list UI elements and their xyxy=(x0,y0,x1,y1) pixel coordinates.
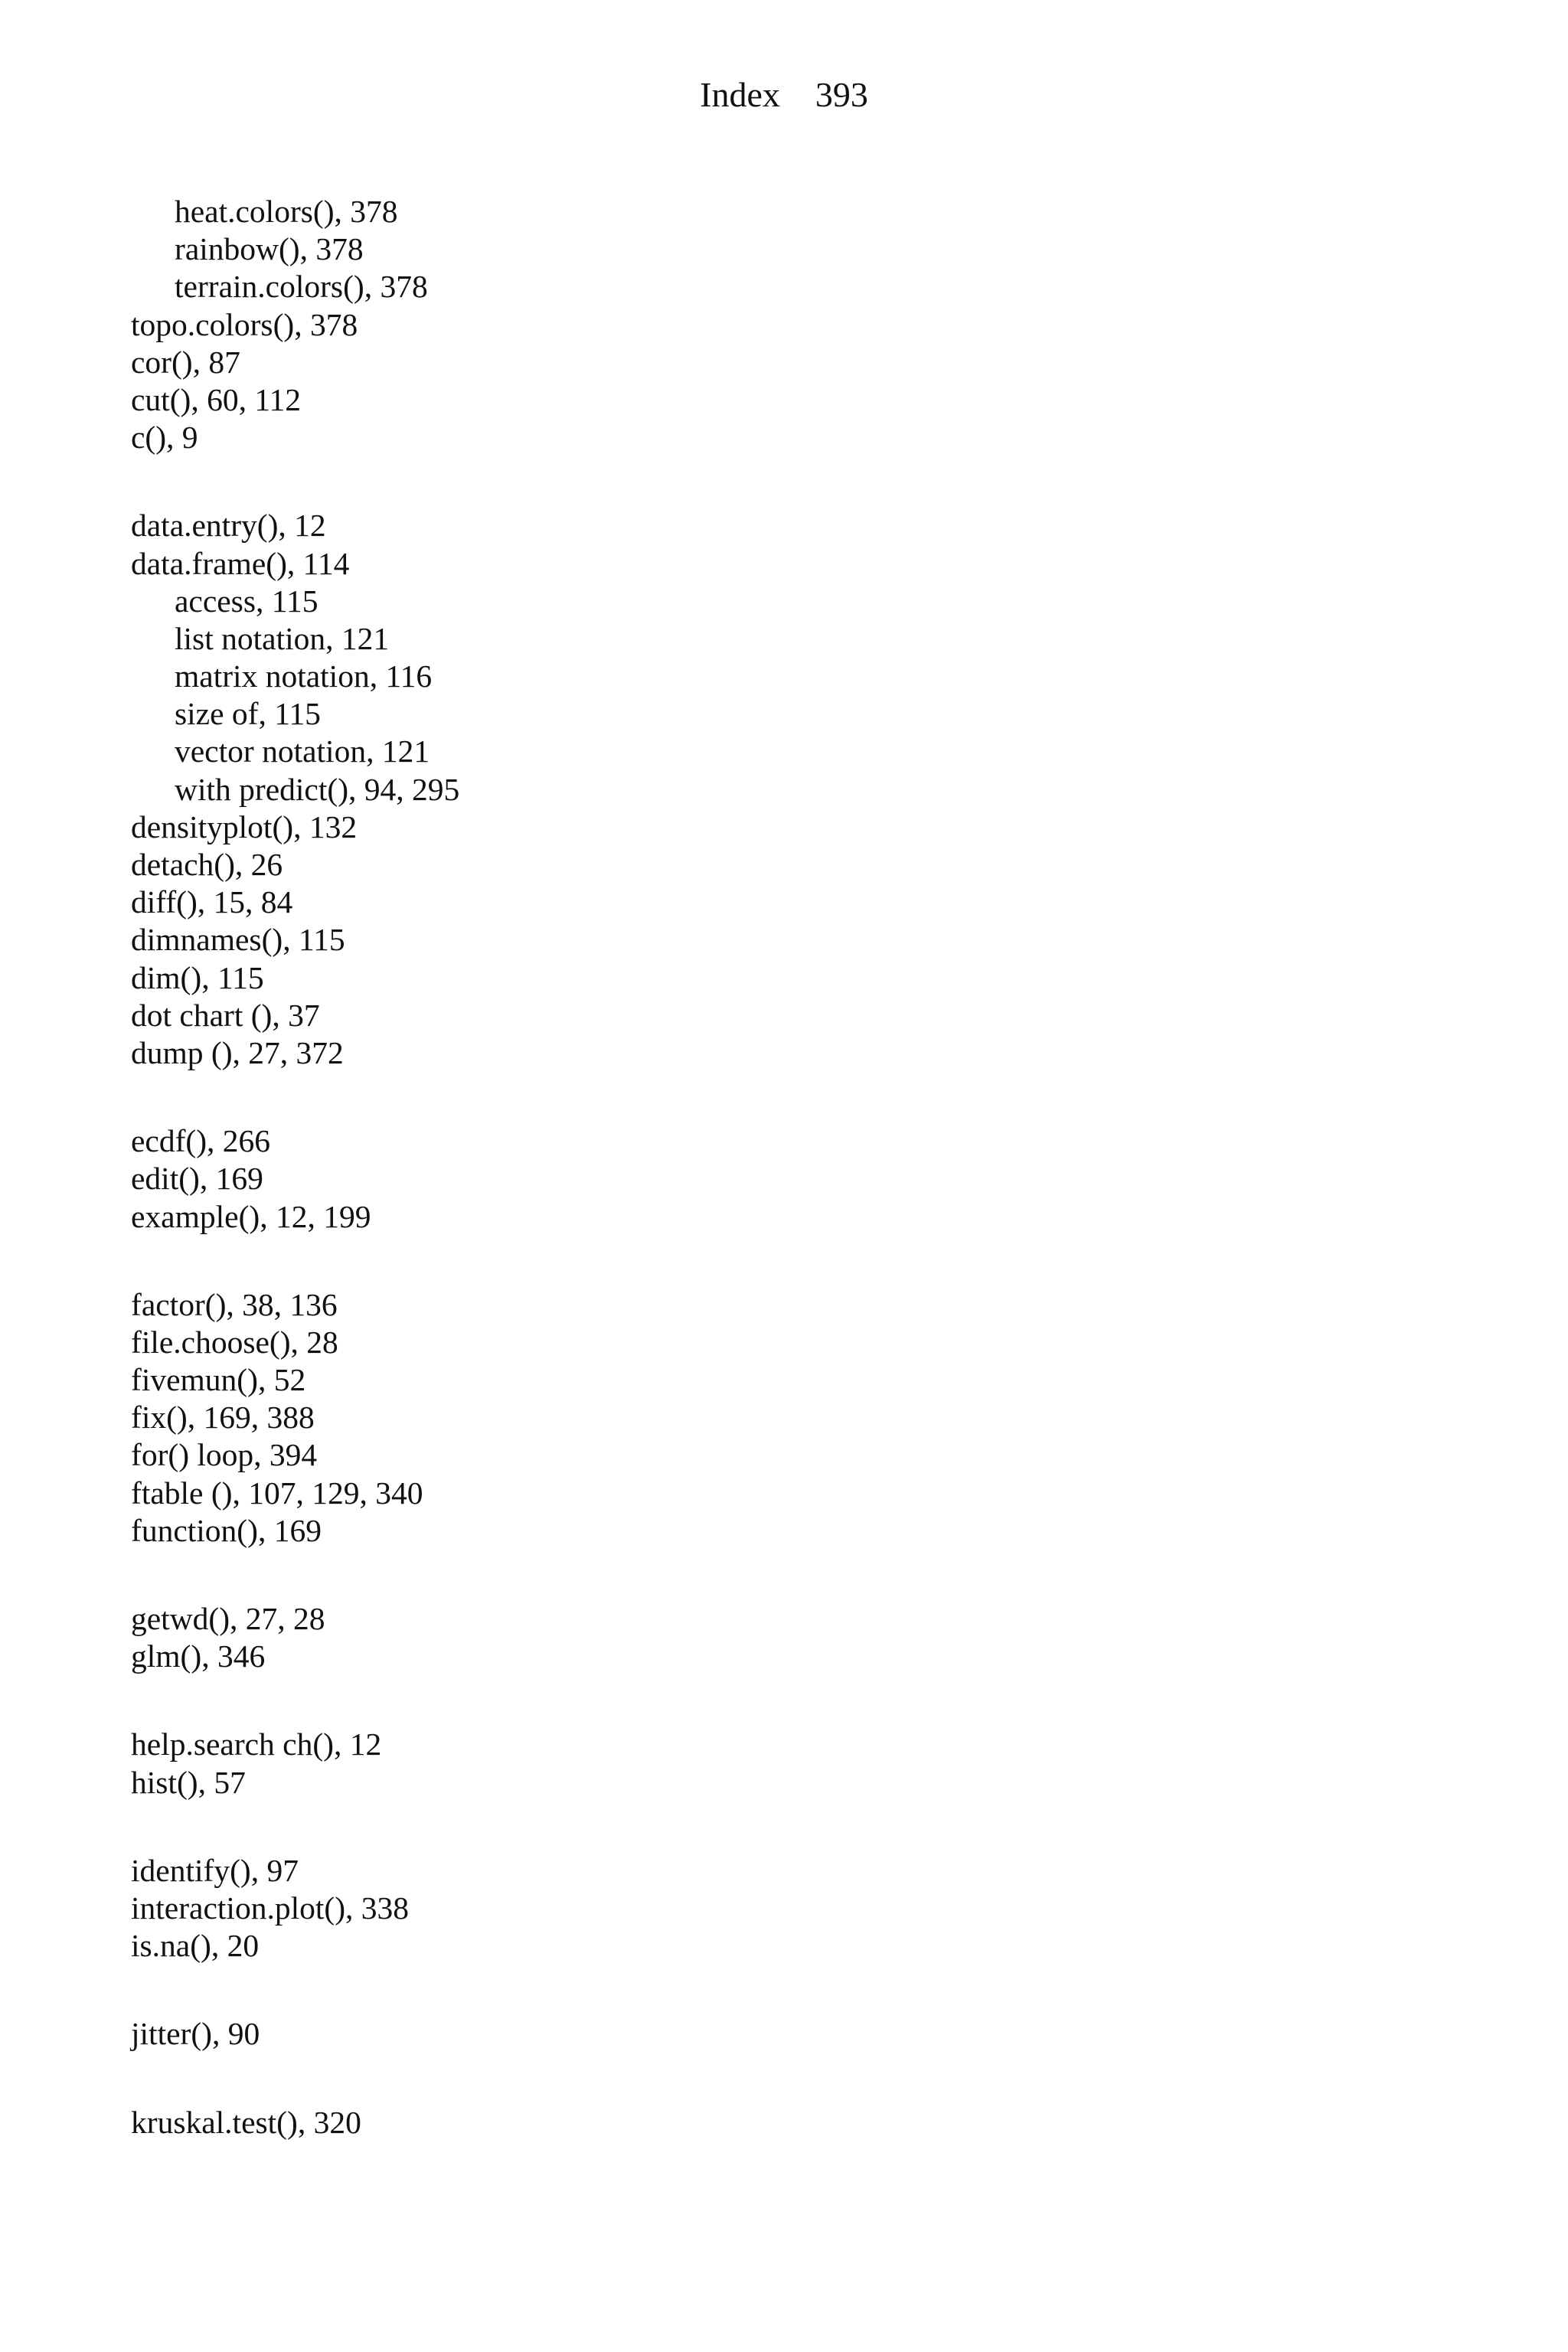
index-subentry: size of, 115 xyxy=(175,696,321,732)
index-entry: fix(), 169, 388 xyxy=(131,1400,315,1436)
index-subentry: list notation, 121 xyxy=(175,620,390,656)
index-entry: diff(), 15, 84 xyxy=(131,884,293,920)
index-entry: densityplot(), 132 xyxy=(131,808,358,844)
index-subentry: rainbow(), 378 xyxy=(175,231,364,267)
index-group xyxy=(131,2104,1432,2141)
index-entry: identify(), 97 xyxy=(131,1852,299,1888)
index-entry: cor(), 87 xyxy=(131,344,240,380)
index-entry: help.search ch(), 12 xyxy=(131,1726,382,1762)
page-header xyxy=(0,70,1568,119)
index-entry: file.choose(), 28 xyxy=(131,1324,338,1360)
index-group xyxy=(131,507,1432,1072)
index-entry: cut(), 60, 112 xyxy=(131,381,302,417)
index-group xyxy=(131,1122,1432,1236)
index-entry: detach(), 26 xyxy=(131,847,283,882)
index-entry: c(), 9 xyxy=(131,420,198,456)
index-entry: edit(), 169 xyxy=(131,1161,263,1197)
index-entry: kruskal.test(), 320 xyxy=(131,2104,361,2140)
index-entry: hist(), 57 xyxy=(131,1764,246,1800)
index-list xyxy=(131,193,1432,2192)
index-entry: example(), 12, 199 xyxy=(131,1198,371,1234)
index-subentry: matrix notation, 116 xyxy=(175,658,433,694)
index-entry: topo.colors(), 378 xyxy=(131,306,358,342)
index-entry: for() loop, 394 xyxy=(131,1437,318,1473)
index-group xyxy=(131,1726,1432,1801)
index-group xyxy=(131,1600,1432,1675)
index-group xyxy=(131,1852,1432,1965)
index-entry: glm(), 346 xyxy=(131,1638,266,1674)
index-entry: dot chart (), 37 xyxy=(131,997,320,1033)
page-title: Index xyxy=(700,75,780,114)
index-entry: factor(), 38, 136 xyxy=(131,1286,338,1322)
index-group xyxy=(131,193,1432,456)
index-entry: dim(), 115 xyxy=(131,959,264,995)
index-entry: is.na(), 20 xyxy=(131,1928,260,1964)
index-entry: ftable (), 107, 129, 340 xyxy=(131,1475,423,1511)
index-entry: data.entry(), 12 xyxy=(131,508,326,544)
index-entry: fivemun(), 52 xyxy=(131,1362,306,1398)
index-subentry: with predict(), 94, 295 xyxy=(175,771,460,807)
index-group xyxy=(131,2015,1432,2053)
index-entry: data.frame(), 114 xyxy=(131,545,350,581)
index-subentry: terrain.colors(), 378 xyxy=(175,269,428,305)
index-entry: interaction.plot(), 338 xyxy=(131,1890,410,1926)
index-entry: jitter(), 90 xyxy=(131,2016,260,2052)
index-group xyxy=(131,1286,1432,1550)
index-entry: function(), 169 xyxy=(131,1512,322,1548)
index-entry: ecdf(), 266 xyxy=(131,1123,271,1159)
index-subentry: heat.colors(), 378 xyxy=(175,194,398,229)
index-subentry: access, 115 xyxy=(175,583,318,619)
index-entry: getwd(), 27, 28 xyxy=(131,1601,325,1636)
index-entry: dump (), 27, 372 xyxy=(131,1034,344,1070)
page-number: 393 xyxy=(815,75,868,114)
index-subentry: vector notation, 121 xyxy=(175,733,430,769)
index-entry: dimnames(), 115 xyxy=(131,922,345,958)
